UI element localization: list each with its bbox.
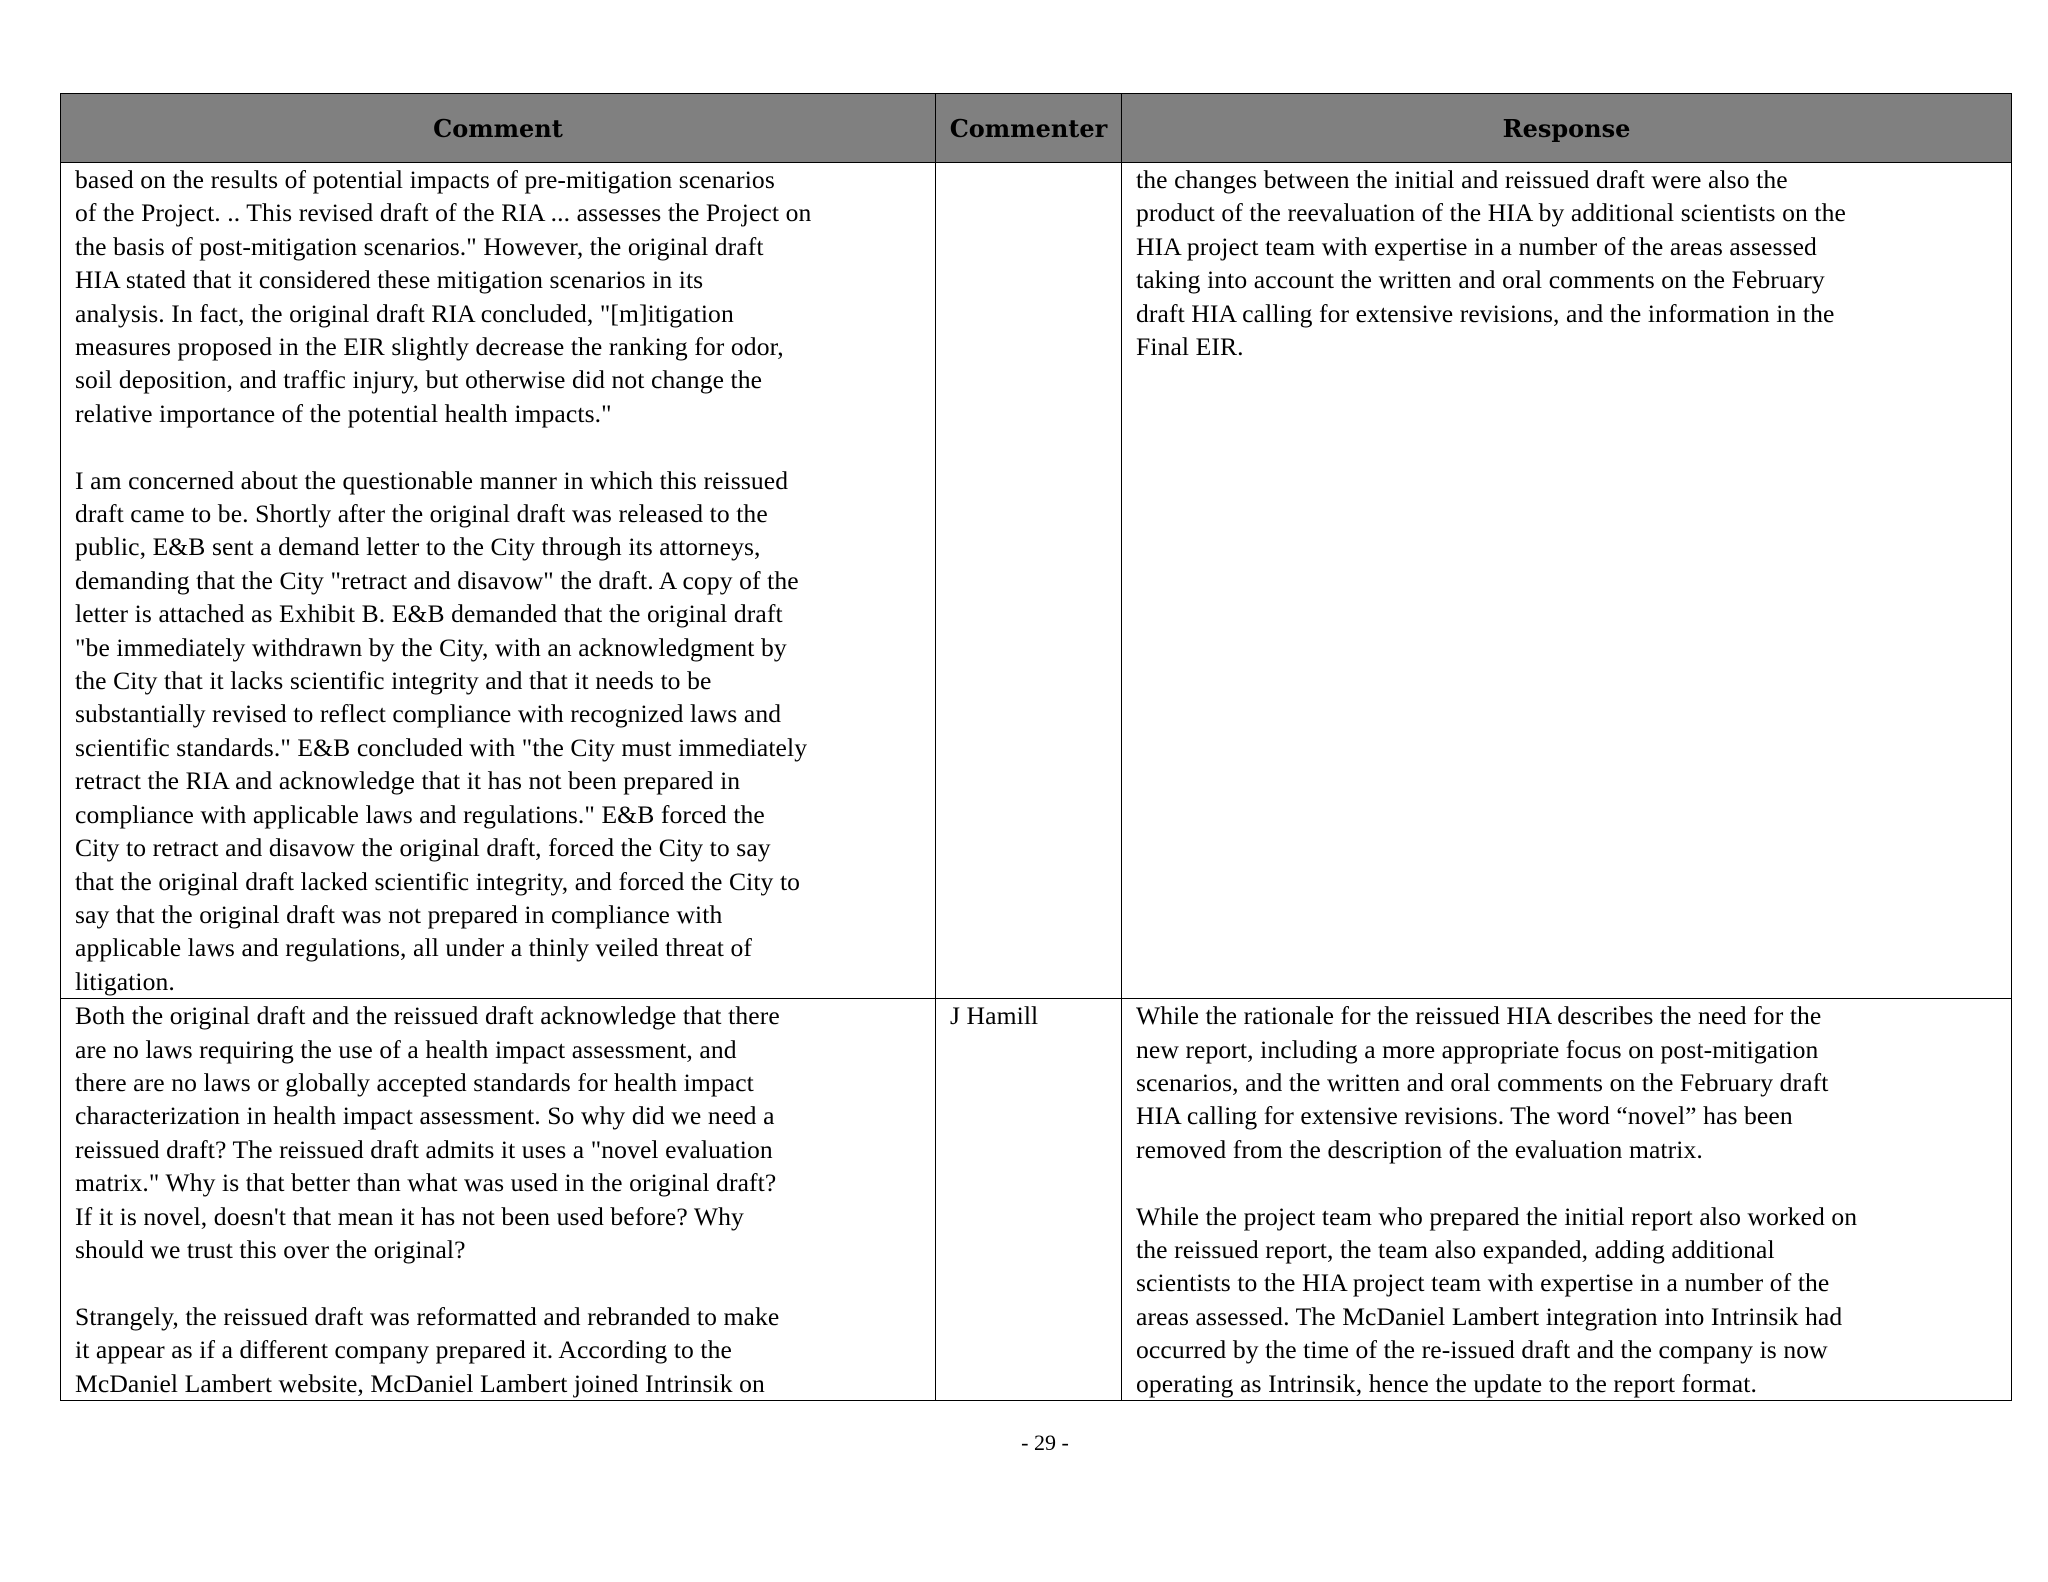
comment-paragraph: I am concerned about the questionable manner in which this reissued draft came to be. Shortly after the original draft was released to the public, E&B sent a demand letter to the City through its attorneys, demanding that the City "retract and disavow" the draft. A copy of the letter is attached as Exhibit B. E&B demanded that the original draft "be immediately withdrawn by the City, with an acknowledgment by the City that it lacks scientific integrity and that it needs to be substantially revised to reflect compliance with recognized laws and scientific standards." E&B concluded with "the City must immediately retract the RIA and acknowledge that it has not been prepared in compliance with applicable laws and regulations." E&B forced the City to retract and disavow the original draft, forced the City to say that the original draft lacked scientific integrity, and forced the City to say that the original draft was not prepared in compliance with applicable laws and regulations, all under a thinly veiled threat of litigation.	[75, 465, 808, 996]
comment-column-header: Comment	[61, 94, 936, 163]
table-row	[61, 999, 2012, 1401]
response-paragraph: the changes between the initial and reissued draft were also the product of the reevaluation of the HIA by additional scientists on the HIA project team with expertise in a number of the areas assessed taking into account the written and oral comments on the February draft HIA calling for extensive revisions, and the information in the Final EIR.	[1136, 165, 1846, 362]
commenter-cell	[936, 163, 1122, 999]
comment-response-table	[60, 93, 2012, 1401]
comment-paragraph: based on the results of potential impacts of pre-mitigation scenarios of the Project. .. This revised draft of the RIA ... assesses the Project on the basis of post-mitigation scenarios." However, the original draft HIA stated that it considered these mitigation scenarios in its analysis. In fact, the original draft RIA concluded, "[m]itigation measures proposed in the EIR slightly decrease the ranking for odor, soil deposition, and traffic injury, but otherwise did not change the relative importance of the potential health impacts."	[75, 165, 812, 428]
comment-cell	[61, 999, 936, 1401]
table-row	[61, 163, 2012, 999]
comment-cell	[61, 163, 936, 999]
comment-paragraph: Strangely, the reissued draft was reformatted and rebranded to make it appear as if a different company prepared it. According to the McDaniel Lambert website, McDaniel Lambert joined Intrinsik on	[75, 1301, 780, 1398]
response-cell	[1122, 163, 2012, 999]
response-cell	[1122, 999, 2012, 1401]
commenter-cell: J Hamill	[936, 999, 1122, 1401]
page-number: - 29 -	[1021, 1430, 1069, 1455]
commenter-column-header: Commenter	[936, 94, 1122, 163]
comment-paragraph: Both the original draft and the reissued draft acknowledge that there are no laws requiring the use of a health impact assessment, and there are no laws or globally accepted standards for health impact characterization in health impact assessment. So why did we need a reissued draft? The reissued draft admits it uses a "novel evaluation matrix." Why is that better than what was used in the original draft? If it is novel, doesn't that mean it has not been used before? Why should we trust this over the original?	[75, 1001, 780, 1264]
response-paragraph: While the project team who prepared the initial report also worked on the reissued report, the team also expanded, adding additional scientists to the HIA project team with expertise in a number of the areas assessed. The McDaniel Lambert integration into Intrinsik had occurred by the time of the re-issued draft and the company is now operating as Intrinsik, hence the update to the report format.	[1136, 1201, 1858, 1398]
table-header-row	[61, 94, 2012, 163]
response-column-header: Response	[1122, 94, 2012, 163]
response-paragraph: While the rationale for the reissued HIA describes the need for the new report, including a more appropriate focus on post-mitigation scenarios, and the written and oral comments on the February draft HIA calling for extensive revisions. The word “novel” has been removed from the description of the evaluation matrix.	[1136, 1001, 1829, 1164]
